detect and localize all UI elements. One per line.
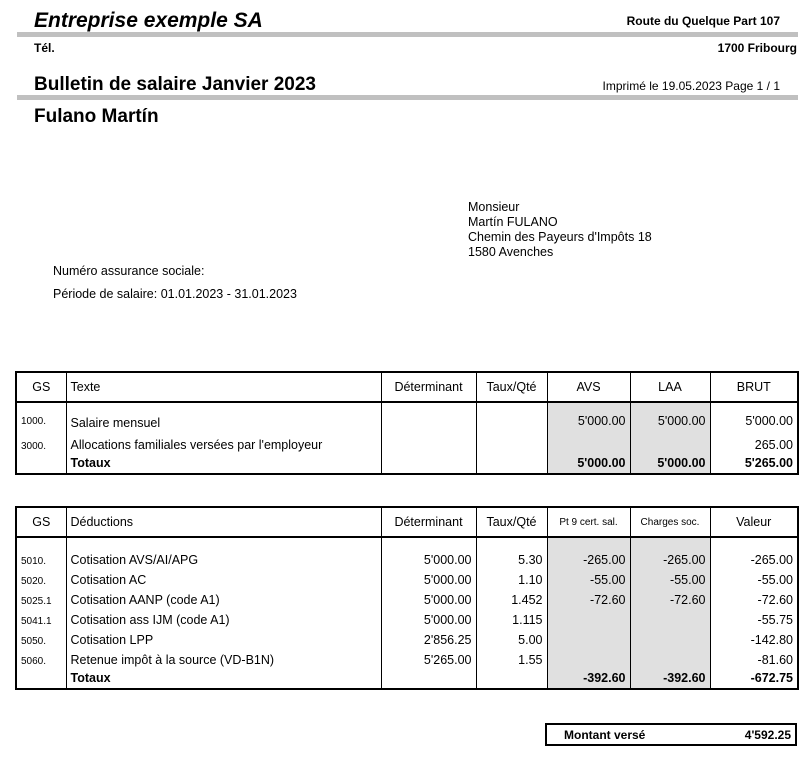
totals-gs-cell <box>16 667 66 689</box>
row-rate: 5.30 <box>476 537 547 567</box>
employee-name: Fulano Martín <box>34 106 159 127</box>
row-gs: 5020. <box>16 567 66 587</box>
print-info: Imprimé le 19.05.2023 Page 1 / 1 <box>602 79 780 93</box>
row-gs: 5010. <box>16 537 66 567</box>
row-pt9: -72.60 <box>547 587 630 607</box>
row-rate: 1.55 <box>476 647 547 667</box>
totals-label: Totaux <box>66 667 381 689</box>
totals-avs: 5'000.00 <box>547 452 630 474</box>
row-rate <box>476 402 547 432</box>
col-pt9: Pt 9 cert. sal. <box>547 507 630 537</box>
net-payout-label: Montant versé <box>564 728 646 742</box>
totals-value: -672.75 <box>750 670 793 685</box>
net-payout-value: 4'592.25 <box>744 728 791 742</box>
row-text: Allocations familiales versées par l'employeur <box>66 432 381 452</box>
totals-determinant-cell <box>381 452 476 474</box>
row-text: Cotisation LPP <box>66 627 381 647</box>
table-row <box>16 537 798 567</box>
row-text: Salaire mensuel <box>66 402 381 432</box>
table-row <box>16 607 798 627</box>
address-street: Chemin des Payeurs d'Impôts 18 <box>468 230 652 244</box>
row-rate: 1.10 <box>476 567 547 587</box>
totals-gs-cell <box>16 452 66 474</box>
totals-brut: 5'265.00 <box>744 455 793 470</box>
row-pt9 <box>547 607 630 627</box>
table-row <box>16 587 798 607</box>
row-gs: 1000. <box>16 402 66 432</box>
row-laa <box>630 432 710 452</box>
earnings-table <box>15 371 799 475</box>
col-text: Texte <box>66 372 381 402</box>
table-row <box>16 432 798 452</box>
col-determinant: Déterminant <box>381 372 476 402</box>
row-value: -72.60 <box>757 593 793 607</box>
row-gs: 3000. <box>16 432 66 452</box>
page-title: Bulletin de salaire Janvier 2023 <box>34 74 316 95</box>
row-determinant <box>381 402 476 432</box>
row-text: Cotisation ass IJM (code A1) <box>66 607 381 627</box>
address-salutation: Monsieur <box>468 200 520 214</box>
totals-charges: -392.60 <box>630 667 710 689</box>
title-divider <box>17 95 798 100</box>
row-determinant: 5'000.00 <box>381 607 476 627</box>
totals-rate-cell <box>476 667 547 689</box>
header-divider <box>17 32 798 37</box>
row-value: -81.60 <box>757 653 793 667</box>
row-charges <box>630 607 710 627</box>
row-pt9: -265.00 <box>547 537 630 567</box>
totals-row <box>16 452 798 474</box>
row-gs: 5060. <box>16 647 66 667</box>
row-avs: 5'000.00 <box>547 402 630 432</box>
row-brut: 265.00 <box>754 438 793 452</box>
row-text: Cotisation AC <box>66 567 381 587</box>
deductions-header-row <box>16 507 798 537</box>
row-charges: -265.00 <box>630 537 710 567</box>
row-gs: 5025.1 <box>16 587 66 607</box>
col-avs: AVS <box>547 372 630 402</box>
col-rate: Taux/Qté <box>476 507 547 537</box>
earnings-header-row <box>16 372 798 402</box>
row-brut: 5'000.00 <box>745 413 793 428</box>
col-brut: BRUT <box>710 372 798 402</box>
row-determinant: 5'000.00 <box>381 537 476 567</box>
row-determinant: 5'000.00 <box>381 587 476 607</box>
row-value: -55.75 <box>757 613 793 627</box>
address-name: Martín FULANO <box>468 215 558 229</box>
row-value: -142.80 <box>750 633 793 647</box>
row-avs <box>547 432 630 452</box>
col-gs: GS <box>16 372 66 402</box>
ssn-label: Numéro assurance sociale: <box>53 264 205 278</box>
row-text: Retenue impôt à la source (VD-B1N) <box>66 647 381 667</box>
totals-label: Totaux <box>66 452 381 474</box>
col-deductions: Déductions <box>66 507 381 537</box>
row-charges: -55.00 <box>630 567 710 587</box>
totals-laa: 5'000.00 <box>630 452 710 474</box>
row-determinant: 2'856.25 <box>381 627 476 647</box>
row-pt9: -55.00 <box>547 567 630 587</box>
row-determinant <box>381 432 476 452</box>
table-row <box>16 567 798 587</box>
col-gs: GS <box>16 507 66 537</box>
row-determinant: 5'265.00 <box>381 647 476 667</box>
company-street: Route du Quelque Part 107 <box>626 14 780 28</box>
row-determinant: 5'000.00 <box>381 567 476 587</box>
address-city: 1580 Avenches <box>468 245 554 259</box>
row-text: Cotisation AVS/AI/APG <box>66 537 381 567</box>
address-block <box>468 200 652 260</box>
col-rate: Taux/Qté <box>476 372 547 402</box>
totals-determinant-cell <box>381 667 476 689</box>
company-city: 1700 Fribourg <box>717 41 797 55</box>
table-row <box>16 627 798 647</box>
row-charges <box>630 647 710 667</box>
totals-row <box>16 667 798 689</box>
row-rate: 1.452 <box>476 587 547 607</box>
col-value: Valeur <box>710 507 798 537</box>
table-row <box>16 402 798 432</box>
salary-period: Période de salaire: 01.01.2023 - 31.01.2023 <box>53 287 297 301</box>
tel-label: Tél. <box>34 41 55 55</box>
row-value: -55.00 <box>757 573 793 587</box>
row-rate: 1.115 <box>476 607 547 627</box>
totals-pt9: -392.60 <box>547 667 630 689</box>
deductions-table <box>15 506 799 690</box>
table-row <box>16 647 798 667</box>
row-rate: 5.00 <box>476 627 547 647</box>
row-laa: 5'000.00 <box>630 402 710 432</box>
row-gs: 5050. <box>16 627 66 647</box>
company-name: Entreprise exemple SA <box>34 9 263 32</box>
row-charges <box>630 627 710 647</box>
row-pt9 <box>547 627 630 647</box>
row-gs: 5041.1 <box>16 607 66 627</box>
net-payout-box <box>545 723 797 746</box>
row-rate <box>476 432 547 452</box>
totals-rate-cell <box>476 452 547 474</box>
col-determinant: Déterminant <box>381 507 476 537</box>
col-charges: Charges soc. <box>630 507 710 537</box>
col-laa: LAA <box>630 372 710 402</box>
row-text: Cotisation AANP (code A1) <box>66 587 381 607</box>
row-pt9 <box>547 647 630 667</box>
row-value: -265.00 <box>750 553 793 567</box>
row-charges: -72.60 <box>630 587 710 607</box>
